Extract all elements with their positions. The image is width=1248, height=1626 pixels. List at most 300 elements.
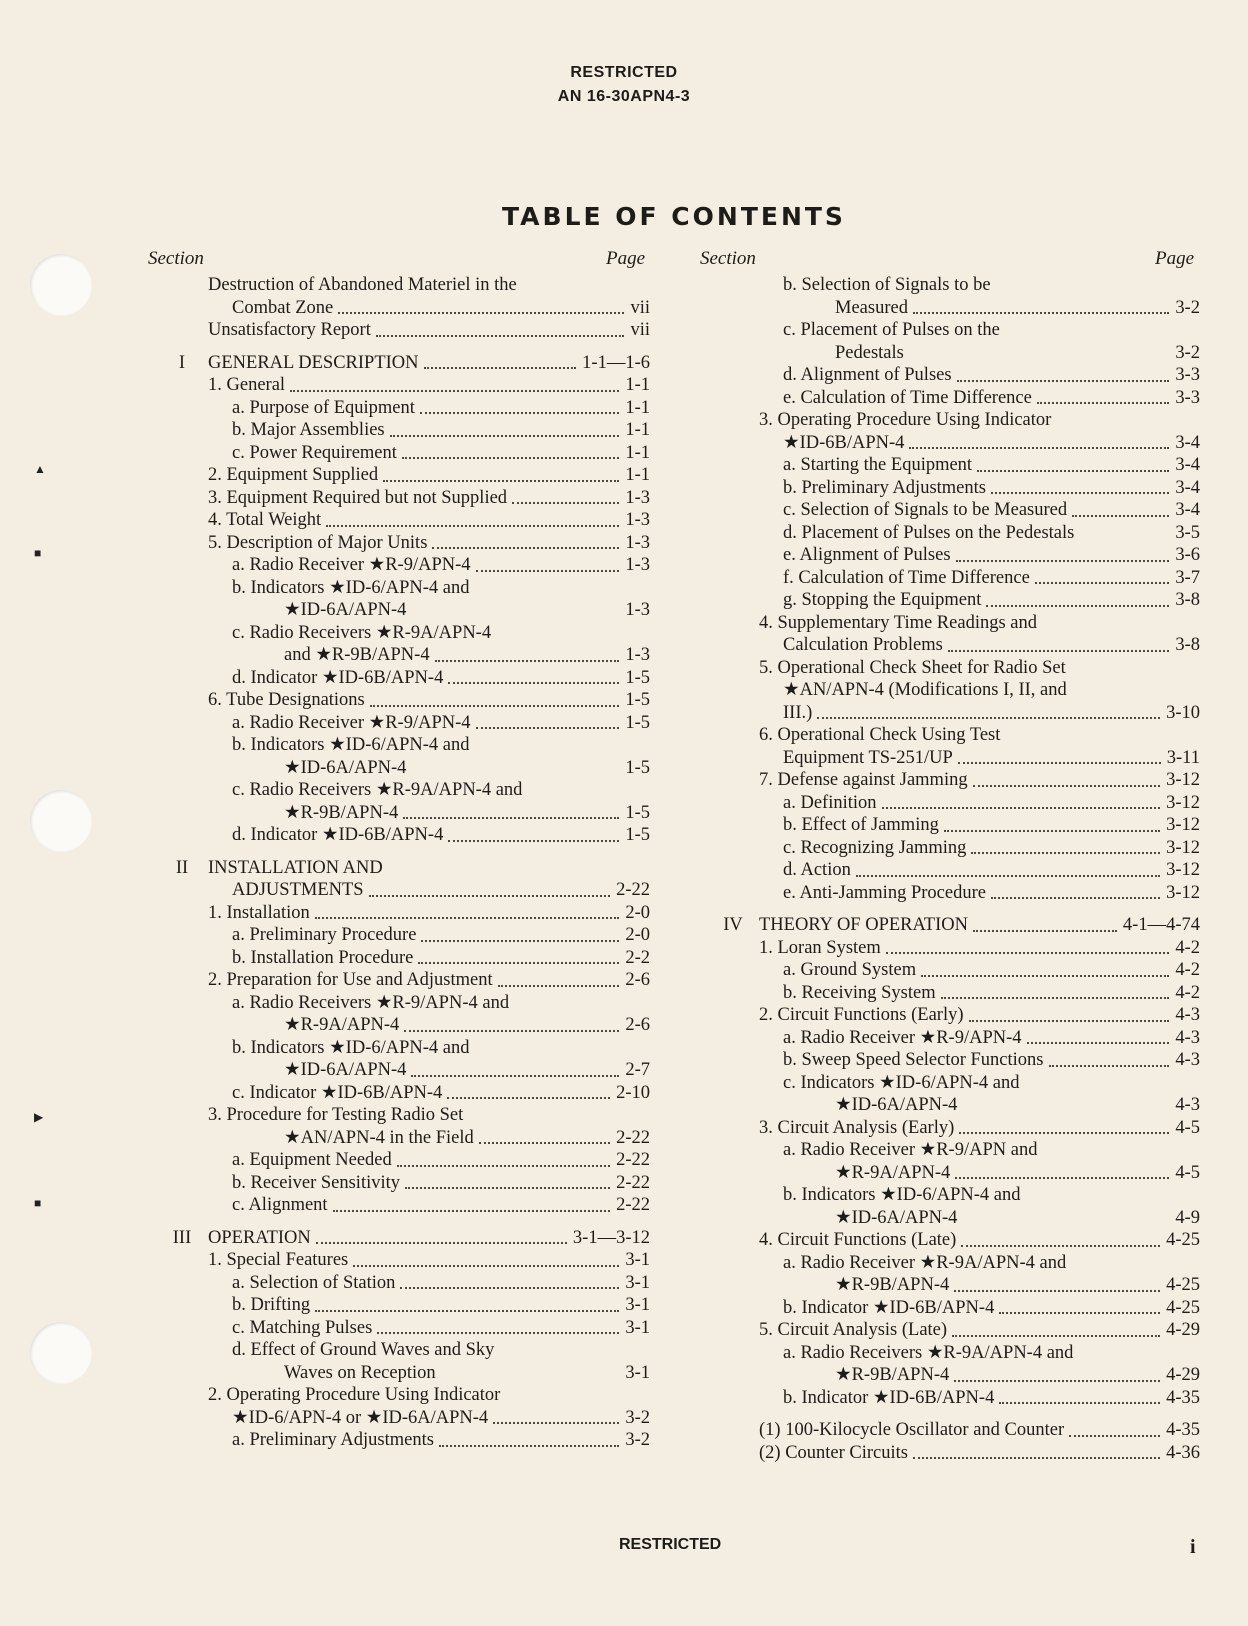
toc-entry <box>160 712 650 735</box>
entry-title: ★R-9A/APN-4 <box>835 1162 951 1183</box>
toc-entry <box>711 544 1200 567</box>
page-number: 3-8 <box>1175 590 1200 610</box>
page-number: 4-5 <box>1175 1162 1200 1183</box>
dot-leader <box>448 682 619 684</box>
toc-entry <box>711 859 1200 882</box>
page-number: 1-1 <box>625 442 650 463</box>
page-number: 2-0 <box>625 925 650 945</box>
dot-leader <box>886 952 1169 954</box>
toc-entry <box>160 419 650 442</box>
header-document-number: AN 16-30APN4-3 <box>557 88 691 105</box>
entry-title: THEORY OF OPERATION <box>759 915 968 935</box>
page-number: 3-3 <box>1175 365 1200 385</box>
page-number: 3-12 <box>1166 860 1200 880</box>
page-number: 2-2 <box>625 947 650 968</box>
entry-title: 7. Defense against Jamming <box>759 770 968 790</box>
page-number: 1-3 <box>625 600 650 620</box>
left-page-header: Page <box>606 248 646 269</box>
dot-leader <box>1035 582 1169 584</box>
entry-title: 3. Operating Procedure Using Indicator <box>759 410 1052 430</box>
dot-leader <box>316 1242 567 1244</box>
dot-leader <box>961 1245 1160 1247</box>
page-number: 3-1 <box>625 1362 650 1383</box>
entry-title: a. Definition <box>783 792 877 813</box>
toc-entry <box>160 1149 650 1172</box>
page-number: 4-3 <box>1175 1050 1200 1070</box>
entry-title: 2. Preparation for Use and Adjustment <box>208 970 493 990</box>
entry-title: a. Radio Receivers ★R-9A/APN-4 and <box>783 1342 1074 1363</box>
page-number: 1-3 <box>625 555 650 575</box>
toc-entry <box>160 274 650 297</box>
dot-leader <box>476 727 619 729</box>
entry-title: a. Preliminary Procedure <box>232 925 417 945</box>
dot-leader <box>921 975 1169 977</box>
entry-title: b. Selection of Signals to be <box>783 275 991 295</box>
toc-entry <box>160 802 650 825</box>
entry-title: 3. Equipment Required but not Supplied <box>208 487 508 508</box>
toc-entry <box>711 1387 1200 1410</box>
entry-title: ★ID-6A/APN-4 <box>284 1060 407 1080</box>
toc-entry <box>160 1339 650 1362</box>
toc-entry <box>160 969 650 992</box>
dot-leader <box>402 457 619 459</box>
dot-leader <box>432 547 619 549</box>
toc-entry <box>711 432 1200 455</box>
entry-title: ★ID-6A/APN-4 <box>284 757 407 778</box>
entry-title: GENERAL DESCRIPTION <box>208 352 419 373</box>
entry-title: 1. Special Features <box>208 1250 349 1270</box>
header-classification: RESTRICTED <box>570 64 678 81</box>
toc-entry <box>160 644 650 667</box>
toc-entry <box>160 1014 650 1037</box>
dot-leader <box>991 492 1169 494</box>
entry-title: ★AN/APN-4 (Modifications I, II, and <box>783 680 1067 700</box>
dot-leader <box>397 1165 610 1167</box>
page-number: 3-2 <box>1175 342 1200 363</box>
dot-leader <box>817 717 1160 719</box>
page-number: 1-3 <box>625 532 650 553</box>
page-number: 4-35 <box>1166 1387 1200 1408</box>
page-number: 2-22 <box>616 1195 650 1215</box>
page-title: TABLE OF CONTENTS <box>502 202 846 231</box>
toc-entry <box>160 319 650 342</box>
entry-title: b. Installation Procedure <box>232 947 414 968</box>
entry-title: a. Radio Receivers ★R-9/APN-4 and <box>232 992 510 1013</box>
page-number: 1-1 <box>625 465 650 485</box>
dot-leader <box>290 390 619 392</box>
page-number: vii <box>630 297 650 318</box>
toc-entry <box>160 1082 650 1105</box>
toc-entry <box>711 342 1200 365</box>
entry-title: d. Effect of Ground Waves and Sky <box>232 1340 495 1360</box>
dot-leader <box>909 447 1169 449</box>
scan-mark: ▶ <box>34 1110 44 1124</box>
toc-entry <box>711 1419 1200 1442</box>
toc-entry <box>160 779 650 802</box>
toc-entry <box>711 679 1200 702</box>
entry-title: f. Calculation of Time Difference <box>783 567 1030 588</box>
page-number: 3-1 <box>625 1250 650 1270</box>
entry-title: c. Matching Pulses <box>232 1317 373 1338</box>
entry-title: 1. General <box>208 375 286 395</box>
entry-title: and ★R-9B/APN-4 <box>284 645 430 665</box>
toc-entry <box>160 374 650 397</box>
page-number: 3-6 <box>1175 545 1200 565</box>
entry-title: INSTALLATION AND <box>208 857 383 878</box>
dot-leader <box>955 1177 1169 1179</box>
toc-entry <box>160 879 650 902</box>
page-number: 2-22 <box>616 1127 650 1148</box>
dot-leader <box>1049 1065 1169 1067</box>
entry-title: ★R-9B/APN-4 <box>835 1275 950 1295</box>
entry-title: III.) <box>783 702 813 723</box>
toc-entry <box>160 734 650 757</box>
toc-entry <box>711 297 1200 320</box>
entry-title: 2. Circuit Functions (Early) <box>759 1005 964 1025</box>
toc-entry <box>711 274 1200 297</box>
toc-entry <box>160 857 650 880</box>
entry-title: 5. Operational Check Sheet for Radio Set <box>759 657 1066 678</box>
entry-title: ★R-9B/APN-4 <box>284 802 399 823</box>
toc-entry <box>711 589 1200 612</box>
entry-title: b. Major Assemblies <box>232 420 385 440</box>
page-number: 3-2 <box>625 1407 650 1428</box>
dot-leader <box>977 470 1169 472</box>
page-number: 3-1 <box>625 1295 650 1315</box>
dot-leader <box>376 335 624 337</box>
dot-leader <box>447 1097 610 1099</box>
dot-leader <box>498 985 619 987</box>
dot-leader <box>856 875 1160 877</box>
toc-entry <box>160 757 650 780</box>
dot-leader <box>421 940 619 942</box>
entry-title: Equipment TS-251/UP <box>783 747 953 768</box>
entry-title: c. Placement of Pulses on the <box>783 320 1000 340</box>
footer-page-number: i <box>1190 1536 1196 1558</box>
entry-title: ★ID-6A/APN-4 <box>284 600 407 620</box>
entry-title: ★ID-6A/APN-4 <box>835 1207 958 1228</box>
entry-title: d. Placement of Pulses on the Pedestals <box>783 522 1075 543</box>
section-number: III <box>172 1227 192 1248</box>
page-number: 3-4 <box>1175 455 1200 475</box>
dot-leader <box>326 525 619 527</box>
page-number: 2-10 <box>616 1082 650 1103</box>
dot-leader <box>1037 402 1169 404</box>
page-number: 3-12 <box>1166 815 1200 835</box>
page-number: 3-4 <box>1175 432 1200 453</box>
page-number: 3-1—3-12 <box>572 1227 650 1248</box>
toc-entry <box>711 814 1200 837</box>
dot-leader <box>338 312 624 314</box>
entry-title: c. Alignment <box>232 1195 328 1215</box>
toc-entry <box>160 824 650 847</box>
entry-title: b. Indicator ★ID-6B/APN-4 <box>783 1297 995 1318</box>
toc-entry <box>711 1297 1200 1320</box>
toc-entry <box>160 509 650 532</box>
entry-title: d. Indicator ★ID-6B/APN-4 <box>232 825 444 845</box>
page-number: 2-6 <box>625 970 650 990</box>
toc-entry <box>711 937 1200 960</box>
toc-entry <box>711 882 1200 905</box>
dot-leader <box>1072 515 1169 517</box>
page-number: 1-3 <box>625 645 650 665</box>
dot-leader <box>369 895 610 897</box>
toc-entry <box>711 612 1200 635</box>
page-number: vii <box>630 320 650 340</box>
entry-title: a. Ground System <box>783 960 917 980</box>
toc-entry <box>711 454 1200 477</box>
entry-title: Calculation Problems <box>783 635 943 655</box>
dot-leader <box>999 1402 1160 1404</box>
toc-entry <box>711 959 1200 982</box>
scan-mark: ■ <box>34 1196 42 1210</box>
toc-entry <box>160 1272 650 1295</box>
toc-entry <box>160 297 650 320</box>
toc-entry <box>160 532 650 555</box>
page-number: 3-4 <box>1175 500 1200 520</box>
toc-entry <box>160 1249 650 1272</box>
entry-title: ★ID-6A/APN-4 <box>835 1095 958 1115</box>
toc-entry <box>160 352 650 375</box>
toc-entry <box>711 792 1200 815</box>
toc-entry <box>160 577 650 600</box>
entry-title: e. Calculation of Time Difference <box>783 387 1032 408</box>
dot-leader <box>971 852 1160 854</box>
entry-title: 6. Tube Designations <box>208 690 365 710</box>
dot-leader <box>512 502 619 504</box>
toc-entry <box>711 724 1200 747</box>
dot-leader <box>390 435 619 437</box>
page-number: 4-29 <box>1166 1320 1200 1340</box>
entry-title: ★ID-6/APN-4 or ★ID-6A/APN-4 <box>232 1407 489 1428</box>
toc-entry <box>711 1342 1200 1365</box>
page-number: 2-22 <box>616 1150 650 1170</box>
entry-title: 4. Circuit Functions (Late) <box>759 1230 957 1250</box>
page-number: 4-3 <box>1175 1095 1200 1115</box>
toc-left-column <box>160 274 650 1452</box>
dot-leader <box>1027 1042 1169 1044</box>
dot-leader <box>913 312 1169 314</box>
page-number: 4-2 <box>1175 937 1200 958</box>
page-number: 3-1 <box>625 1317 650 1338</box>
page-number: 3-2 <box>625 1430 650 1450</box>
toc-entry <box>711 499 1200 522</box>
entry-title: 3. Circuit Analysis (Early) <box>759 1117 955 1138</box>
toc-entry <box>160 1317 650 1340</box>
toc-entry <box>711 1027 1200 1050</box>
entry-title: b. Receiving System <box>783 982 936 1003</box>
entry-title: b. Drifting <box>232 1295 311 1315</box>
page-number: 4-36 <box>1166 1442 1200 1463</box>
entry-title: a. Radio Receiver ★R-9/APN-4 <box>783 1027 1022 1048</box>
page-number: 4-25 <box>1166 1230 1200 1250</box>
toc-entry <box>711 1364 1200 1387</box>
dot-leader <box>405 1187 610 1189</box>
scan-mark: ■ <box>34 546 42 560</box>
toc-entry <box>160 397 650 420</box>
dot-leader <box>476 570 619 572</box>
entry-title: a. Radio Receiver ★R-9/APN-4 <box>232 712 471 733</box>
dot-leader <box>400 1287 619 1289</box>
page-number: 4-2 <box>1175 960 1200 980</box>
dot-leader <box>383 480 619 482</box>
dot-leader <box>999 1312 1160 1314</box>
toc-entry <box>160 599 650 622</box>
entry-title: ADJUSTMENTS <box>232 880 364 900</box>
toc-entry <box>160 667 650 690</box>
entry-title: Destruction of Abandoned Materiel in the <box>208 275 517 295</box>
page-number: 1-5 <box>625 825 650 845</box>
toc-entry <box>711 1207 1200 1230</box>
left-section-header: Section <box>148 248 204 269</box>
right-section-header: Section <box>700 248 756 269</box>
toc-entry <box>711 364 1200 387</box>
toc-entry <box>711 387 1200 410</box>
entry-title: a. Radio Receiver ★R-9/APN-4 <box>232 555 471 575</box>
page-number: 4-25 <box>1166 1297 1200 1318</box>
toc-entry <box>160 464 650 487</box>
page-number: 1-5 <box>625 712 650 733</box>
page-number: 1-5 <box>625 802 650 823</box>
entry-title: 1. Installation <box>208 902 310 923</box>
dot-leader <box>882 807 1160 809</box>
dot-leader <box>377 1332 619 1334</box>
binder-hole-top <box>30 254 92 316</box>
page-number: 3-12 <box>1166 882 1200 903</box>
page-number: 3-12 <box>1166 792 1200 813</box>
entry-title: c. Recognizing Jamming <box>783 837 967 858</box>
toc-entry <box>160 1127 650 1150</box>
toc-entry <box>160 1059 650 1082</box>
page-number: 3-8 <box>1175 635 1200 655</box>
dot-leader <box>418 962 619 964</box>
dot-leader <box>986 605 1169 607</box>
dot-leader <box>973 785 1160 787</box>
entry-title: 2. Operating Procedure Using Indicator <box>208 1385 501 1405</box>
entry-title: d. Indicator ★ID-6B/APN-4 <box>232 667 444 688</box>
entry-title: a. Radio Receiver ★R-9/APN and <box>783 1140 1038 1160</box>
dot-leader <box>952 1335 1160 1337</box>
dot-leader <box>941 997 1169 999</box>
entry-title: ★AN/APN-4 in the Field <box>284 1127 474 1148</box>
toc-entry <box>160 947 650 970</box>
toc-entry <box>160 554 650 577</box>
scan-mark: ▲ <box>34 462 46 476</box>
entry-title: ★R-9A/APN-4 <box>284 1015 400 1035</box>
entry-title: (1) 100-Kilocycle Oscillator and Counter <box>759 1420 1065 1440</box>
page-number: 3-4 <box>1175 477 1200 498</box>
page-number: 4-9 <box>1175 1207 1200 1228</box>
entry-title: b. Indicator ★ID-6B/APN-4 <box>783 1387 995 1408</box>
dot-leader <box>435 660 619 662</box>
page-number: 3-11 <box>1166 747 1200 768</box>
dot-leader <box>493 1422 619 1424</box>
toc-entry <box>711 1184 1200 1207</box>
toc-entry <box>711 522 1200 545</box>
dot-leader <box>424 367 576 369</box>
toc-entry <box>711 1072 1200 1095</box>
right-page-header: Page <box>1155 248 1195 269</box>
dot-leader <box>948 650 1169 652</box>
entry-title: b. Receiver Sensitivity <box>232 1172 401 1193</box>
entry-title: 2. Equipment Supplied <box>208 465 379 485</box>
entry-title: a. Starting the Equipment <box>783 455 973 475</box>
page-number: 3-7 <box>1175 567 1200 588</box>
toc-entry <box>160 689 650 712</box>
entry-title: c. Indicator ★ID-6B/APN-4 <box>232 1082 443 1103</box>
page-number: 4-5 <box>1175 1117 1200 1138</box>
page-number: 1-5 <box>625 757 650 778</box>
entry-title: a. Preliminary Adjustments <box>232 1430 434 1450</box>
dot-leader <box>959 1132 1169 1134</box>
dot-leader <box>991 897 1160 899</box>
entry-title: a. Purpose of Equipment <box>232 397 415 418</box>
toc-entry <box>711 1319 1200 1342</box>
dot-leader <box>411 1075 619 1077</box>
toc-entry <box>711 1442 1200 1465</box>
entry-title: d. Alignment of Pulses <box>783 365 952 385</box>
page-number: 4-3 <box>1175 1005 1200 1025</box>
entry-title: Pedestals <box>835 342 904 363</box>
toc-entry <box>711 982 1200 1005</box>
toc-entry <box>160 442 650 465</box>
dot-leader <box>404 1030 619 1032</box>
page-number: 4-29 <box>1166 1365 1200 1385</box>
page-number: 3-12 <box>1166 770 1200 790</box>
entry-title: g. Stopping the Equipment <box>783 590 982 610</box>
toc-entry <box>711 702 1200 725</box>
page-number: 1-1 <box>625 375 650 395</box>
dot-leader <box>958 762 1161 764</box>
entry-title: c. Selection of Signals to be Measured <box>783 500 1068 520</box>
entry-title: ★ID-6B/APN-4 <box>783 432 905 453</box>
toc-entry <box>711 1049 1200 1072</box>
toc-entry <box>160 1104 650 1127</box>
toc-entry <box>711 837 1200 860</box>
toc-entry <box>711 1274 1200 1297</box>
entry-title: Unsatisfactory Report <box>208 320 371 340</box>
dot-leader <box>315 1310 619 1312</box>
toc-entry <box>160 902 650 925</box>
entry-title: c. Indicators ★ID-6/APN-4 and <box>783 1072 1020 1093</box>
entry-title: b. Effect of Jamming <box>783 815 939 835</box>
dot-leader <box>954 1380 1160 1382</box>
toc-entry <box>711 1252 1200 1275</box>
toc-entry <box>711 769 1200 792</box>
entry-title: a. Radio Receiver ★R-9A/APN-4 and <box>783 1252 1067 1273</box>
toc-entry <box>160 1407 650 1430</box>
entry-title: 4. Supplementary Time Readings and <box>759 612 1037 633</box>
page-number: 1-3 <box>625 510 650 530</box>
toc-entry <box>711 567 1200 590</box>
dot-leader <box>1069 1435 1160 1437</box>
toc-entry <box>711 319 1200 342</box>
entry-title: c. Radio Receivers ★R-9A/APN-4 and <box>232 780 523 800</box>
dot-leader <box>353 1265 619 1267</box>
toc-entry <box>711 914 1200 937</box>
entry-title: 5. Description of Major Units <box>208 532 428 553</box>
toc-entry <box>711 1229 1200 1252</box>
page-number: 1-5 <box>625 667 650 688</box>
entry-title: Waves on Reception <box>284 1362 436 1383</box>
entry-title: Measured <box>835 297 908 318</box>
dot-leader <box>957 380 1169 382</box>
page-number: 3-5 <box>1175 522 1200 543</box>
footer-classification: RESTRICTED <box>619 1536 722 1553</box>
toc-entry <box>160 1172 650 1195</box>
section-number: I <box>178 352 186 373</box>
toc-entry <box>711 409 1200 432</box>
